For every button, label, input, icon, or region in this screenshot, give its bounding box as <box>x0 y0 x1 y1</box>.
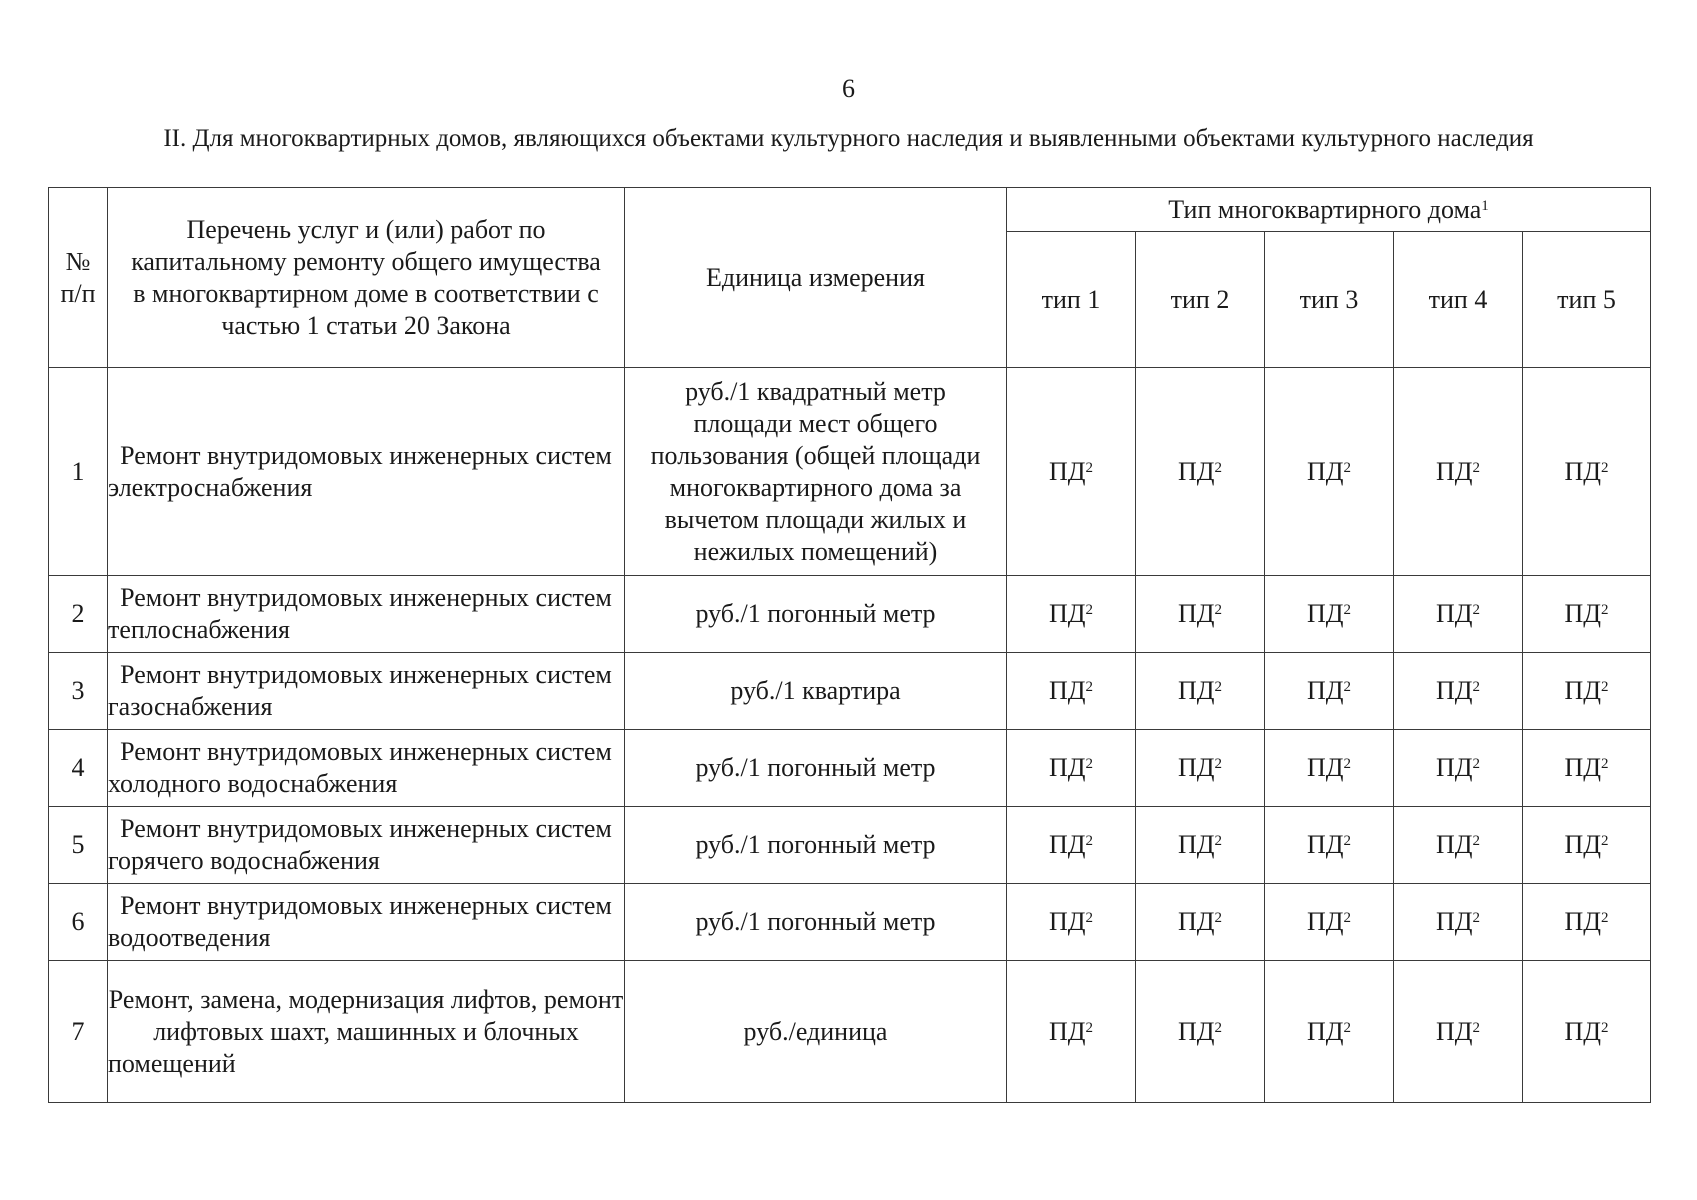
table-row <box>49 807 1651 884</box>
footnote-mark: 2 <box>1343 602 1351 618</box>
unit-of-measure: руб./1 погонный метр <box>625 884 1007 961</box>
type-value-cell <box>1007 961 1136 1103</box>
type-value: ПД <box>1306 1016 1344 1046</box>
type-value: ПД <box>1048 907 1086 936</box>
footnote-mark: 2 <box>1343 459 1351 476</box>
work-description: Ремонт внутридомовых инженерных систем теплоснабжения <box>108 576 625 653</box>
type-value-cell <box>1394 368 1523 576</box>
type-value-cell <box>1265 653 1394 730</box>
type-value-cell <box>1523 576 1651 653</box>
header-type: тип 3 <box>1265 232 1394 368</box>
type-value: ПД <box>1435 753 1473 782</box>
rates-table-body <box>49 368 1651 1103</box>
type-value: ПД <box>1177 676 1215 705</box>
type-value: ПД <box>1048 1016 1086 1046</box>
type-value: ПД <box>1564 907 1602 936</box>
table-row <box>49 884 1651 961</box>
type-value-cell <box>1394 961 1523 1103</box>
type-value: ПД <box>1564 753 1602 782</box>
type-value-cell <box>1394 884 1523 961</box>
type-value: ПД <box>1435 830 1473 859</box>
footnote-mark: 2 <box>1214 679 1222 695</box>
footnote-mark: 2 <box>1085 1019 1093 1036</box>
footnote-mark: 2 <box>1214 1019 1222 1036</box>
unit-of-measure: руб./единица <box>625 961 1007 1103</box>
type-value: ПД <box>1435 907 1473 936</box>
type-value: ПД <box>1306 676 1344 705</box>
footnote-mark: 2 <box>1472 602 1480 618</box>
type-value-cell <box>1523 884 1651 961</box>
table-row <box>49 730 1651 807</box>
footnote-mark: 2 <box>1472 459 1480 476</box>
footnote-mark: 2 <box>1472 833 1480 849</box>
header-house-type <box>1007 188 1651 232</box>
footnote-mark: 2 <box>1085 833 1093 849</box>
type-value-cell <box>1265 961 1394 1103</box>
type-value-cell <box>1136 730 1265 807</box>
row-number: 4 <box>49 730 108 807</box>
type-value: ПД <box>1177 1016 1215 1046</box>
type-value-cell <box>1007 730 1136 807</box>
work-description: Ремонт внутридомовых инженерных систем газоснабжения <box>108 653 625 730</box>
type-value-cell <box>1394 576 1523 653</box>
row-number: 2 <box>49 576 108 653</box>
footnote-mark: 2 <box>1343 756 1351 772</box>
work-description: Ремонт внутридомовых инженерных систем холодного водоснабжения <box>108 730 625 807</box>
work-description: Ремонт внутридомовых инженерных систем электроснабжения <box>108 368 625 576</box>
section-title: II. Для многоквартирных домов, являющихся объектами культурного наследия и выявленными объектами культурного наследия <box>163 125 1534 152</box>
footnote-mark: 2 <box>1085 910 1093 926</box>
row-number: 1 <box>49 368 108 576</box>
type-value-cell <box>1265 730 1394 807</box>
type-value: ПД <box>1435 676 1473 705</box>
header-type: тип 1 <box>1007 232 1136 368</box>
type-value: ПД <box>1306 599 1344 628</box>
header-type: тип 5 <box>1523 232 1651 368</box>
footnote-mark: 2 <box>1601 910 1609 926</box>
footnote-mark: 1 <box>1481 197 1489 214</box>
type-value: ПД <box>1564 456 1602 486</box>
type-value-cell <box>1007 576 1136 653</box>
table-row <box>49 653 1651 730</box>
header-works: Перечень услуг и (или) работ по капитальному ремонту общего имущества в многоквартирном доме в соответствии с частью 1 статьи 20 Закона <box>108 188 625 368</box>
footnote-mark: 2 <box>1214 602 1222 618</box>
footnote-mark: 2 <box>1601 602 1609 618</box>
type-value-cell <box>1523 653 1651 730</box>
type-value: ПД <box>1177 907 1215 936</box>
type-value: ПД <box>1306 907 1344 936</box>
row-number: 7 <box>49 961 108 1103</box>
type-value-cell <box>1523 368 1651 576</box>
work-description: Ремонт, замена, модернизация лифтов, ремонт лифтовых шахт, машинных и блочных помещений <box>108 961 625 1103</box>
type-value: ПД <box>1564 599 1602 628</box>
type-value: ПД <box>1177 753 1215 782</box>
type-value: ПД <box>1048 456 1086 486</box>
type-value-cell <box>1265 576 1394 653</box>
type-value: ПД <box>1564 1016 1602 1046</box>
footnote-mark: 2 <box>1601 459 1609 476</box>
type-value-cell <box>1394 653 1523 730</box>
work-description: Ремонт внутридомовых инженерных систем горячего водоснабжения <box>108 807 625 884</box>
type-value-cell <box>1394 807 1523 884</box>
header-unit: Единица измерения <box>625 188 1007 368</box>
row-number: 3 <box>49 653 108 730</box>
type-value-cell <box>1136 653 1265 730</box>
type-value-cell <box>1136 884 1265 961</box>
unit-of-measure: руб./1 погонный метр <box>625 730 1007 807</box>
type-value: ПД <box>1435 1016 1473 1046</box>
rates-table <box>48 187 1651 1103</box>
type-value: ПД <box>1177 456 1215 486</box>
unit-of-measure: руб./1 погонный метр <box>625 807 1007 884</box>
table-row <box>49 576 1651 653</box>
type-value: ПД <box>1306 456 1344 486</box>
row-number: 6 <box>49 884 108 961</box>
type-value-cell <box>1007 884 1136 961</box>
type-value-cell <box>1007 653 1136 730</box>
footnote-mark: 2 <box>1601 1019 1609 1036</box>
type-value-cell <box>1136 368 1265 576</box>
footnote-mark: 2 <box>1343 833 1351 849</box>
type-value-cell <box>1265 368 1394 576</box>
footnote-mark: 2 <box>1472 910 1480 926</box>
type-value-cell <box>1136 576 1265 653</box>
type-value-cell <box>1523 961 1651 1103</box>
type-value-cell <box>1523 730 1651 807</box>
type-value: ПД <box>1048 830 1086 859</box>
type-value: ПД <box>1048 599 1086 628</box>
work-description: Ремонт внутридомовых инженерных систем водоотведения <box>108 884 625 961</box>
footnote-mark: 2 <box>1085 459 1093 476</box>
footnote-mark: 2 <box>1343 1019 1351 1036</box>
type-value: ПД <box>1564 830 1602 859</box>
footnote-mark: 2 <box>1343 679 1351 695</box>
type-value: ПД <box>1435 599 1473 628</box>
type-value: ПД <box>1564 676 1602 705</box>
type-value-cell <box>1136 961 1265 1103</box>
type-value-cell <box>1265 807 1394 884</box>
unit-of-measure: руб./1 погонный метр <box>625 576 1007 653</box>
footnote-mark: 2 <box>1214 833 1222 849</box>
type-value-cell <box>1394 730 1523 807</box>
header-type: тип 2 <box>1136 232 1265 368</box>
footnote-mark: 2 <box>1214 756 1222 772</box>
type-value: ПД <box>1048 676 1086 705</box>
footnote-mark: 2 <box>1214 910 1222 926</box>
footnote-mark: 2 <box>1472 1019 1480 1036</box>
footnote-mark: 2 <box>1472 756 1480 772</box>
table-row <box>49 368 1651 576</box>
footnote-mark: 2 <box>1601 833 1609 849</box>
footnote-mark: 2 <box>1085 602 1093 618</box>
type-value-cell <box>1007 368 1136 576</box>
type-value: ПД <box>1306 830 1344 859</box>
page-number: 6 <box>842 74 855 103</box>
unit-of-measure: руб./1 квартира <box>625 653 1007 730</box>
footnote-mark: 2 <box>1601 679 1609 695</box>
type-value-cell <box>1007 807 1136 884</box>
row-number: 5 <box>49 807 108 884</box>
type-value-cell <box>1136 807 1265 884</box>
footnote-mark: 2 <box>1214 459 1222 476</box>
unit-of-measure: руб./1 квадратный метр площади мест общего пользования (общей площади многоквартирного дома за вычетом площади жилых и нежилых помещений) <box>625 368 1007 576</box>
footnote-mark: 2 <box>1472 679 1480 695</box>
footnote-mark: 2 <box>1601 756 1609 772</box>
type-value: ПД <box>1306 753 1344 782</box>
footnote-mark: 2 <box>1343 910 1351 926</box>
type-value-cell <box>1265 884 1394 961</box>
header-type: тип 4 <box>1394 232 1523 368</box>
header-num: № п/п <box>49 188 108 368</box>
header-house-type-label: Тип многоквартирного дома <box>1168 194 1482 224</box>
table-row <box>49 961 1651 1103</box>
type-value: ПД <box>1435 456 1473 486</box>
footnote-mark: 2 <box>1085 679 1093 695</box>
type-value: ПД <box>1177 830 1215 859</box>
footnote-mark: 2 <box>1085 756 1093 772</box>
type-value-cell <box>1523 807 1651 884</box>
type-value: ПД <box>1177 599 1215 628</box>
type-value: ПД <box>1048 753 1086 782</box>
